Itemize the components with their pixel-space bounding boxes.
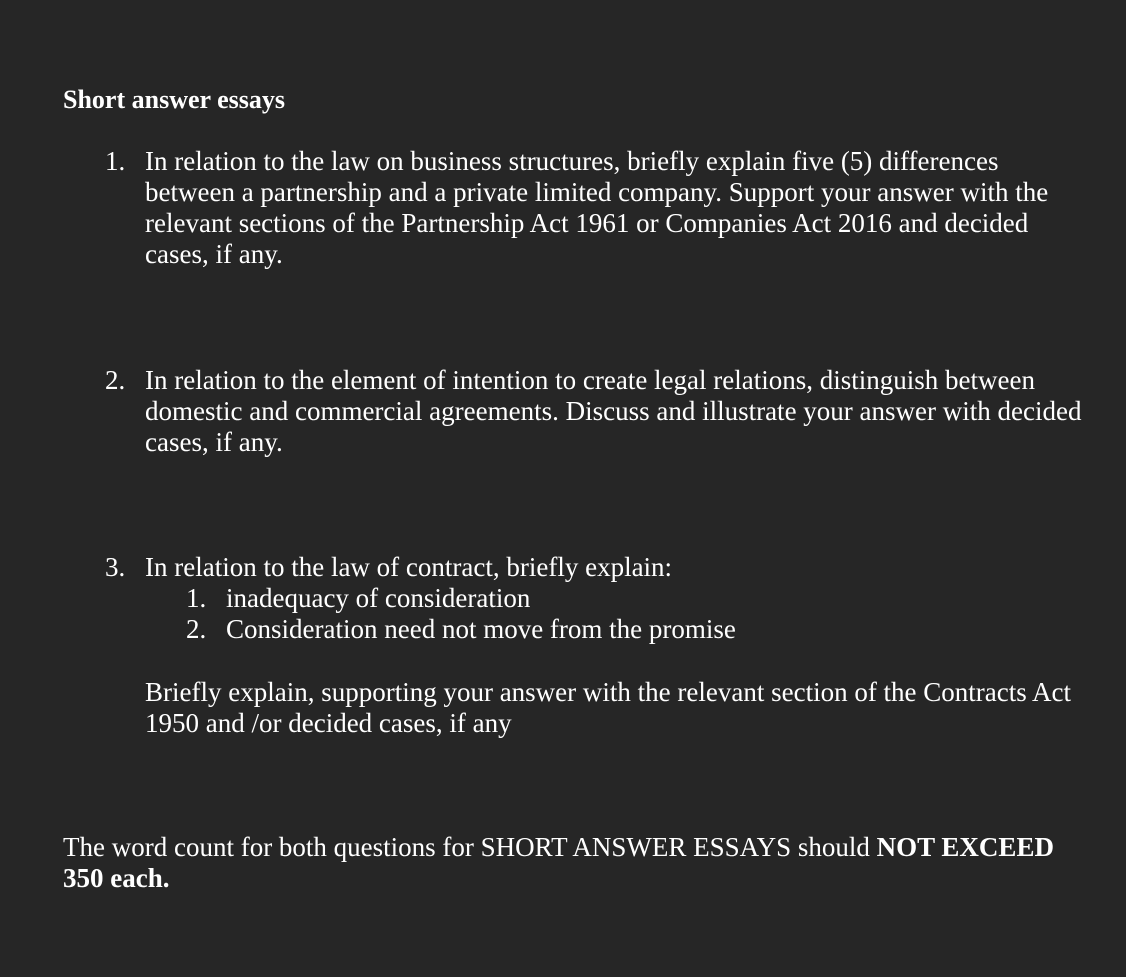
- sub-item: [186, 583, 1095, 614]
- sub-item-text: inadequacy of consideration: [226, 583, 531, 613]
- question-number: 1.: [105, 146, 126, 176]
- sub-item-number: 2.: [186, 614, 207, 644]
- section-heading: Short answer essays: [63, 85, 285, 114]
- word-count-note-text: The word count for both questions for SHORT ANSWER ESSAYS should: [63, 832, 877, 862]
- sub-item-number: 1.: [186, 583, 207, 613]
- sub-item: [186, 614, 1095, 645]
- question-text: In relation to the element of intention to create legal relations, distinguish between domestic and commercial agreements. Discuss and illustrate your answer with decided cases, if any.: [145, 365, 1082, 457]
- word-count-limit: NOT EXCEED 350 each.: [63, 832, 1054, 893]
- question-1: [105, 146, 1095, 270]
- question-number: 2.: [105, 365, 126, 395]
- word-count-note: [63, 832, 1073, 894]
- explain-instruction: Briefly explain, supporting your answer with the relevant section of the Contracts Act 1950 and /or decided cases, if any: [145, 677, 1072, 738]
- question-2: [105, 365, 1095, 458]
- sub-item-text: Consideration need not move from the promise: [226, 614, 736, 644]
- question-text: In relation to the law on business structures, briefly explain five (5) differences between a partnership and a private limited company. Support your answer with the relevant sections of the Partnership Act 1961 or Companies Act 2016 and decided cases, if any.: [145, 146, 1049, 269]
- question-text: In relation to the law of contract, briefly explain:: [145, 552, 673, 582]
- question-3: [105, 552, 1095, 739]
- question-number: 3.: [105, 552, 126, 582]
